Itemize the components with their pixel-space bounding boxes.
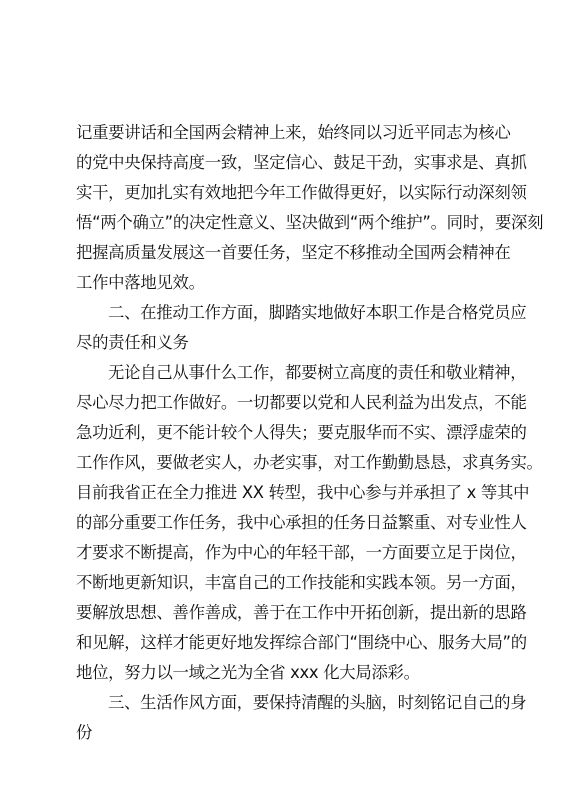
text-line: 记重要讲话和全国两会精神上来，始终同以习近平同志为核心	[76, 123, 511, 142]
text-line: 目前我省正在全力推进 XX 转型，我中心参与并承担了 x 等其中	[76, 483, 530, 502]
text-line: 不断地更新知识，丰富自己的工作技能和实践本领。另一方面，	[76, 573, 527, 592]
text-line: 把握高质量发展这一首要任务，坚定不移推动全国两会精神在	[76, 243, 511, 262]
section-heading-line: 三、生活作风方面，要保持清醒的头脑，时刻铭记自己的身	[108, 693, 527, 712]
text-line: 急功近利，更不能计较个人得失；要克服华而不实、漂浮虚荣的	[76, 423, 527, 442]
text-line: 无论自己从事什么工作，都要树立高度的责任和敬业精神，	[108, 363, 527, 382]
document-body	[76, 118, 544, 748]
section-heading-line: 尽的责任和义务	[76, 333, 189, 352]
text-line: 的部分重要工作任务，我中心承担的任务日益繁重、对专业性人	[76, 513, 527, 532]
text-line: 悟“两个确立”的决定性意义、坚决做到“两个维护”。同时，要深刻	[76, 213, 544, 232]
text-line: 实干，更加扎实有效地把今年工作做得更好，以实际行动深刻领	[76, 183, 527, 202]
text-line: 地位，努力以一域之光为全省 xxx 化大局添彩。	[76, 663, 420, 682]
section-heading-line: 二、在推动工作方面，脚踏实地做好本职工作是合格党员应	[108, 303, 527, 322]
text-line: 要解放思想、善作善成，善于在工作中开拓创新，提出新的思路	[76, 603, 527, 622]
text-line: 工作作风，要做老实人，办老实事，对工作勤勤恳恳，求真务实。	[76, 453, 543, 472]
text-line: 尽心尽力把工作做好。一切都要以党和人民利益为出发点，不能	[76, 393, 527, 412]
text-line: 和见解，这样才能更好地发挥综合部门“围绕中心、服务大局”的	[76, 633, 527, 652]
text-line: 工作中落地见效。	[76, 273, 205, 292]
text-line: 的党中央保持高度一致，坚定信心、鼓足干劲，实事求是、真抓	[76, 153, 527, 172]
section-heading-line: 份	[76, 723, 93, 742]
text-line: 才要求不断提高，作为中心的年轻干部，一方面要立足于岗位，	[76, 543, 527, 562]
